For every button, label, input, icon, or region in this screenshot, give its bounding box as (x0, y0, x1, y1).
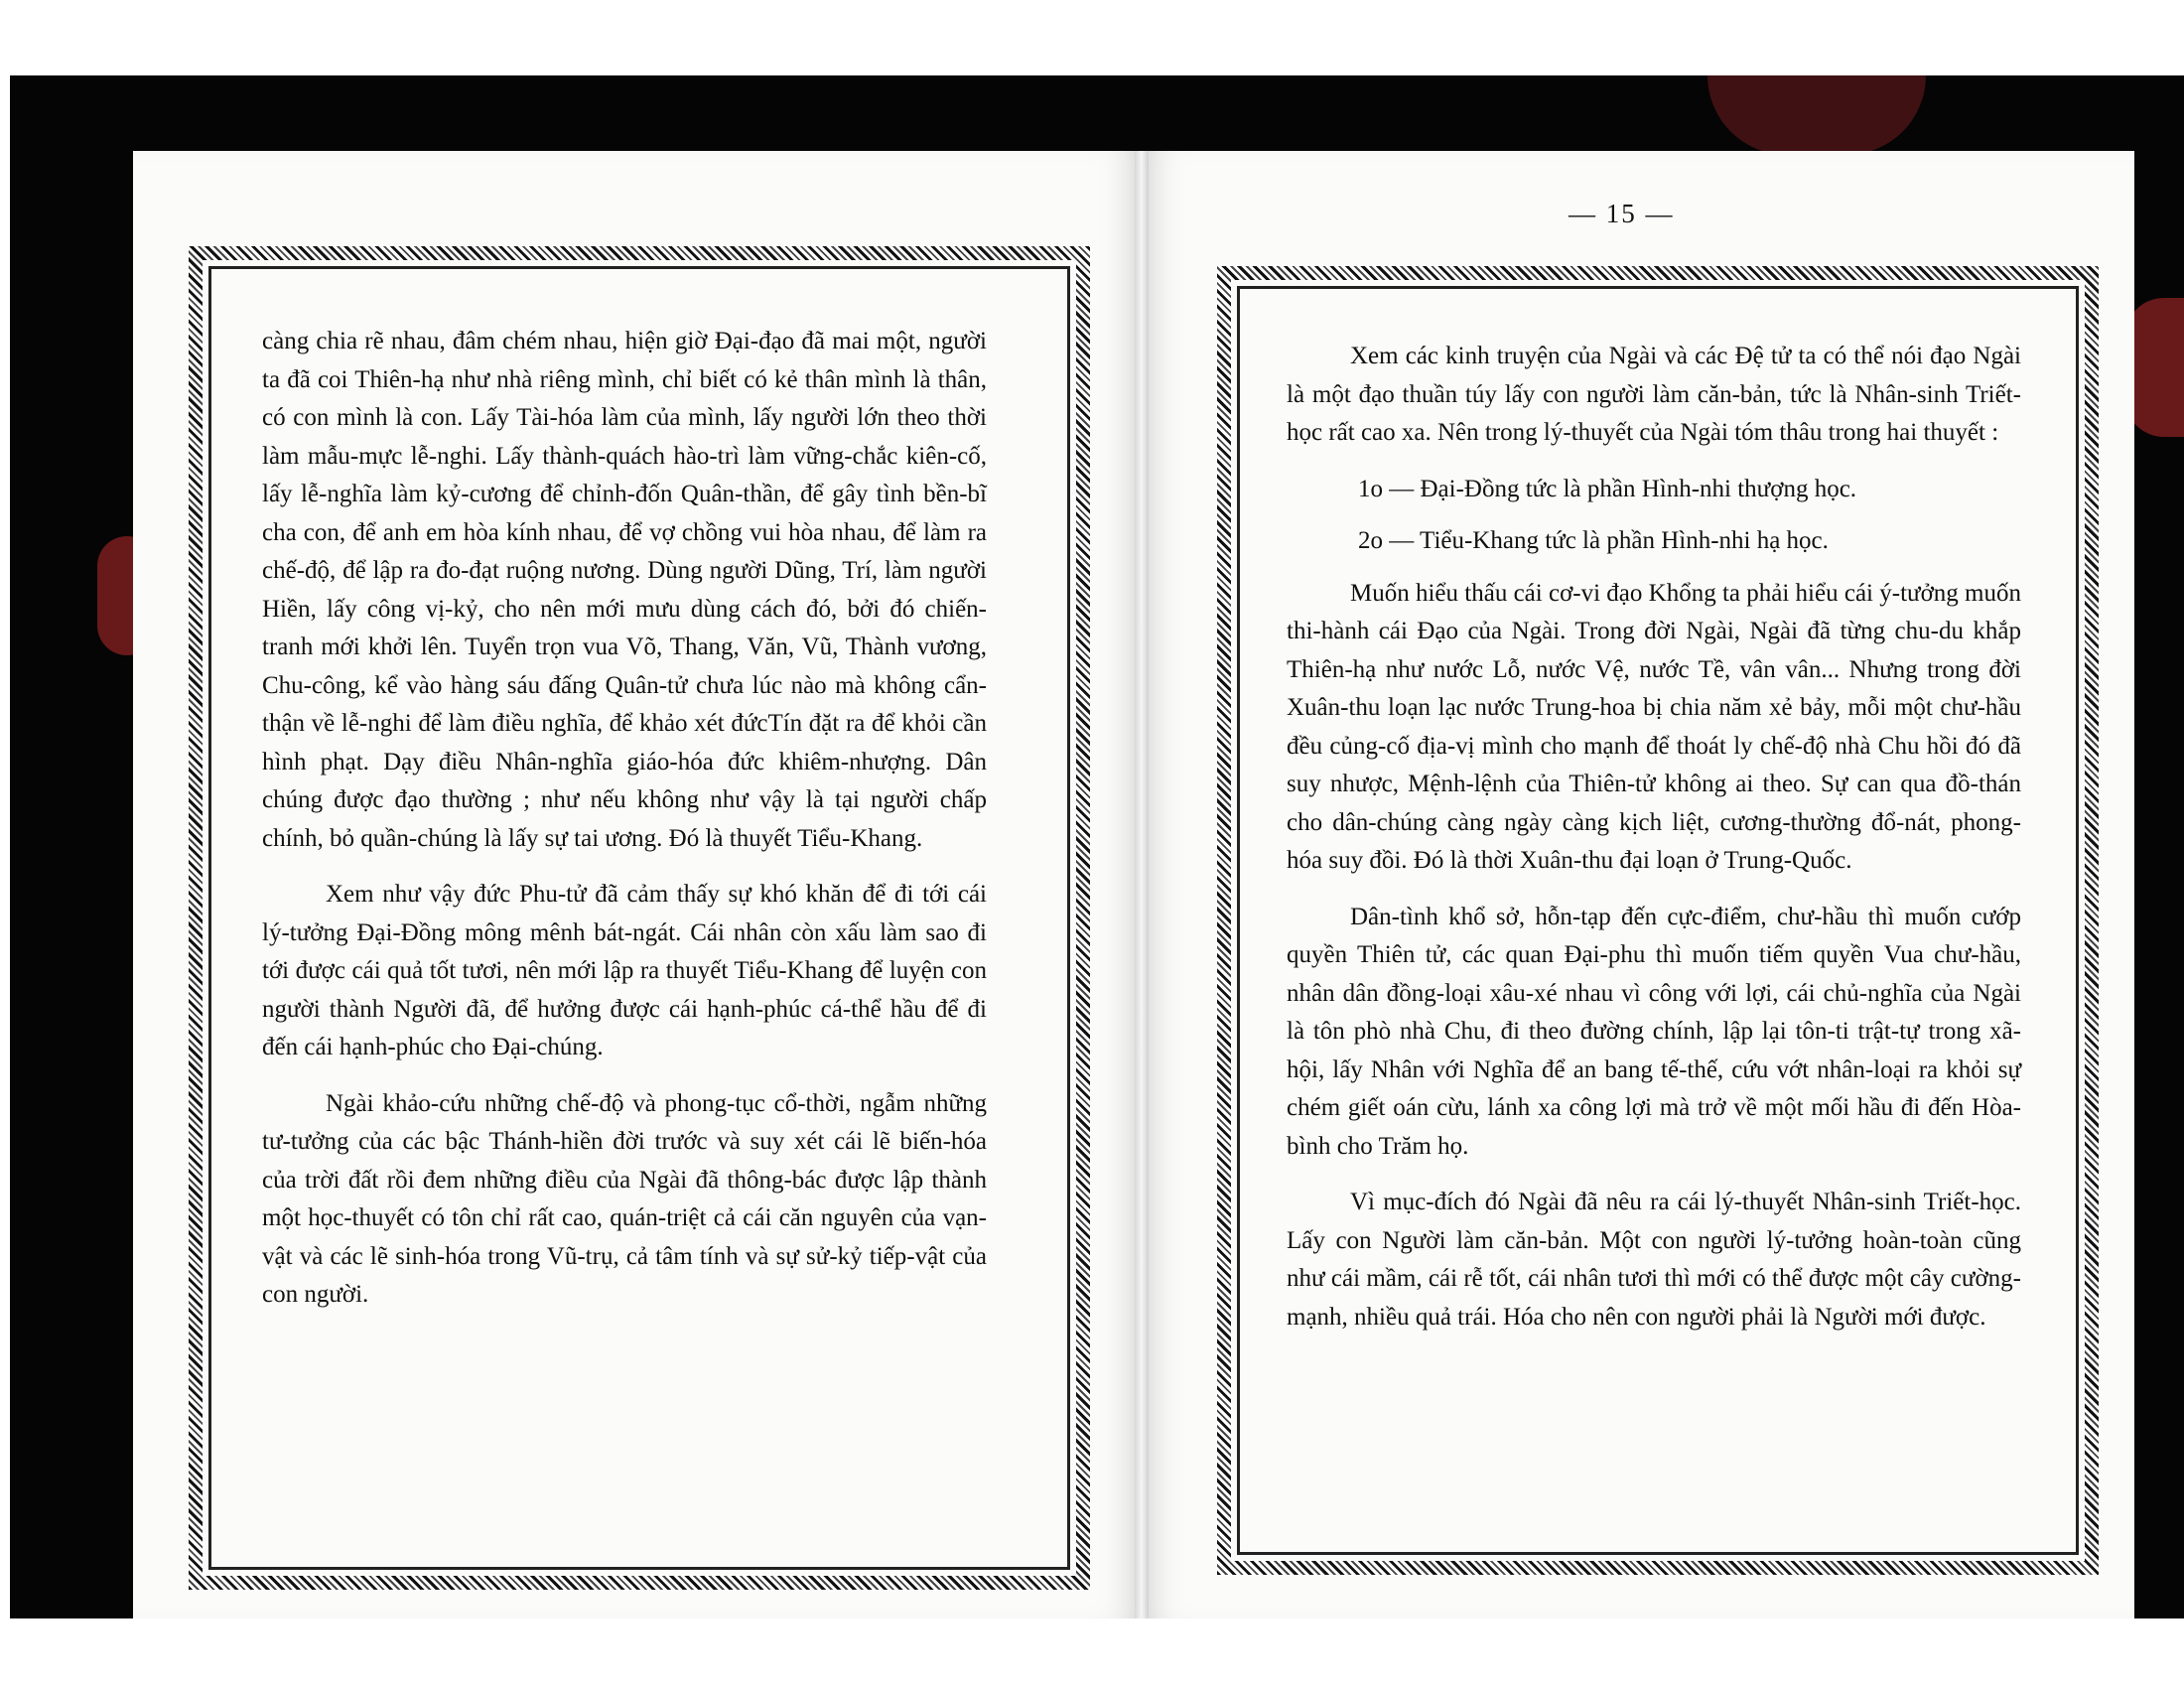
paragraph: Dân-tình khổ sở, hỗn-tạp đến cực-điểm, chư-hầu thì muốn cướp quyền Thiên tử, các quan Đại-phu thì muốn tiếm quyền Vua chư-hầu, nhân dân đồng-loại xâu-xé nhau vì công với lợi, cái chủ-nghĩa của Ngài là tôn phò nhà Chu, đi theo đường chính, lập lại tôn-ti trật-tự trong xã-hội, lấy Nhân với Nghĩa để an bang tế-thế, cứu vớt nhân-loại ra khỏi sự chém giết oán cừu, lánh xa công lợi mà trở về một mối hầu đi đến Hòa-bình cho Trăm họ. (1287, 903, 2021, 1160)
paragraph: Muốn hiểu thấu cái cơ-vi đạo Khổng ta phải hiểu cái ý-tưởng muốn thi-hành cái Đạo của Ngài. Trong đời Ngài, Ngài đã từng chu-du khắp Thiên-hạ như nước Lỗ, nước Vệ, nước Tề, vân vân... Nhưng trong đời Xuân-thu loạn lạc nước Trung-hoa bị chia năm xẻ bảy, mỗi một chư-hầu đều củng-cố địa-vị mình cho mạnh để thoát ly chế-độ nhà Chu hồi đó đã suy nhược, Mệnh-lệnh của Thiên-tử không ai theo. Sự can qua đồ-thán cho dân-chúng càng ngày càng kịch liệt, cương-thường đổ-nát, phong-hóa suy đồi. Đó là thời Xuân-thu đại loạn ở Trung-Quốc. (1287, 579, 2021, 874)
paragraph: Ngài khảo-cứu những chế-độ và phong-tục cổ-thời, ngẫm những tư-tưởng của các bậc Thánh-hiền đời trước và suy xét cái lẽ biến-hóa của trời đất rồi đem những điều của Ngài đã thông-bác được lập thành một học-thuyết có tôn chỉ rất cao, quán-triệt cả cái căn nguyên của vạn-vật và các lẽ sinh-hóa trong Vũ-trụ, cả tâm tính và sự sử-kỷ tiếp-vật của con người. (262, 1089, 987, 1308)
book-gutter (1135, 151, 1149, 1618)
paragraph: càng chia rẽ nhau, đâm chém nhau, hiện giờ Đại-đạo đã mai một, người ta đã coi Thiên-hạ như nhà riêng mình, chỉ biết có kẻ thân mình là thân, có con mình là con. Lấy Tài-hóa làm của mình, lấy người lớn theo thời làm mẫu-mực lễ-nghi. Lấy thành-quách hào-trì làm vững-chắc kiên-cố, lấy lễ-nghĩa làm kỷ-cương để chỉnh-đốn Quân-thần, để gây tình bền-bĩ cha con, để anh em hòa kính nhau, để vợ chồng vui hòa nhau, để làm ra chế-độ, để lập ra đo-đạt ruộng nương. Dùng người Dũng, Trí, làm người Hiền, lấy công vị-kỷ, cho nên mới mưu dùng cách đó, bởi đó chiến-tranh mới khởi lên. Tuyển trọn vua Võ, Thang, Văn, Vũ, Thành vương, Chu-công, kể vào hàng sáu đấng Quân-tử chưa lúc nào mà không cẩn-thận về lễ-nghi để làm điều nghĩa, để khảo xét đứcTín đặt ra để khỏi cần hình phạt. Dạy điều Nhân-nghĩa giáo-hóa đức khiêm-nhượng. Dân chúng được đạo thường ; như nếu không như vậy là tại người chấp chính, bỏ quần-chúng là lấy sự tai ương. Đó là thuyết Tiểu-Khang. (262, 328, 987, 852)
paragraph: Vì mục-đích đó Ngài đã nêu ra cái lý-thuyết Nhân-sinh Triết-học. Lấy con Người làm căn-bản. Một con người lý-tưởng hoàn-toàn cũng như cái mầm, cái rễ tốt, cái nhân tươi thì mới có thể được một cây cường-mạnh, nhiều quả trái. Hóa cho nên con người phải là Người mới được. (1287, 1189, 2021, 1331)
list-item: 1o — Đại-Đồng tức là phần Hình-nhi thượng học. (1358, 475, 1857, 502)
paragraph: Xem như vậy đức Phu-tử đã cảm thấy sự khó khăn để đi tới cái lý-tưởng Đại-Đồng mông mênh bát-ngát. Cái nhân còn xấu làm sao đi tới được cái quả tốt tươi, nên mới lập ra thuyết Tiểu-Khang để luyện con người thành Người đã, để hưởng được cái hạnh-phúc cá-thể hầu để đi đến cái hạnh-phúc cho Đại-chúng. (262, 881, 987, 1060)
paragraph: Xem các kinh truyện của Ngài và các Đệ tử ta có thể nói đạo Ngài là một đạo thuần túy lấy con người làm căn-bản, tức là Nhân-sinh Triết-học rất cao xa. Nên trong lý-thuyết của Ngài tóm thâu trong hai thuyết : (1287, 343, 2021, 446)
page-number: — 15 — (1569, 199, 1675, 228)
list-item: 2o — Tiểu-Khang tức là phần Hình-nhi hạ học. (1358, 527, 1829, 554)
right-page-text (1287, 338, 2021, 1354)
left-page-text (262, 323, 987, 1333)
